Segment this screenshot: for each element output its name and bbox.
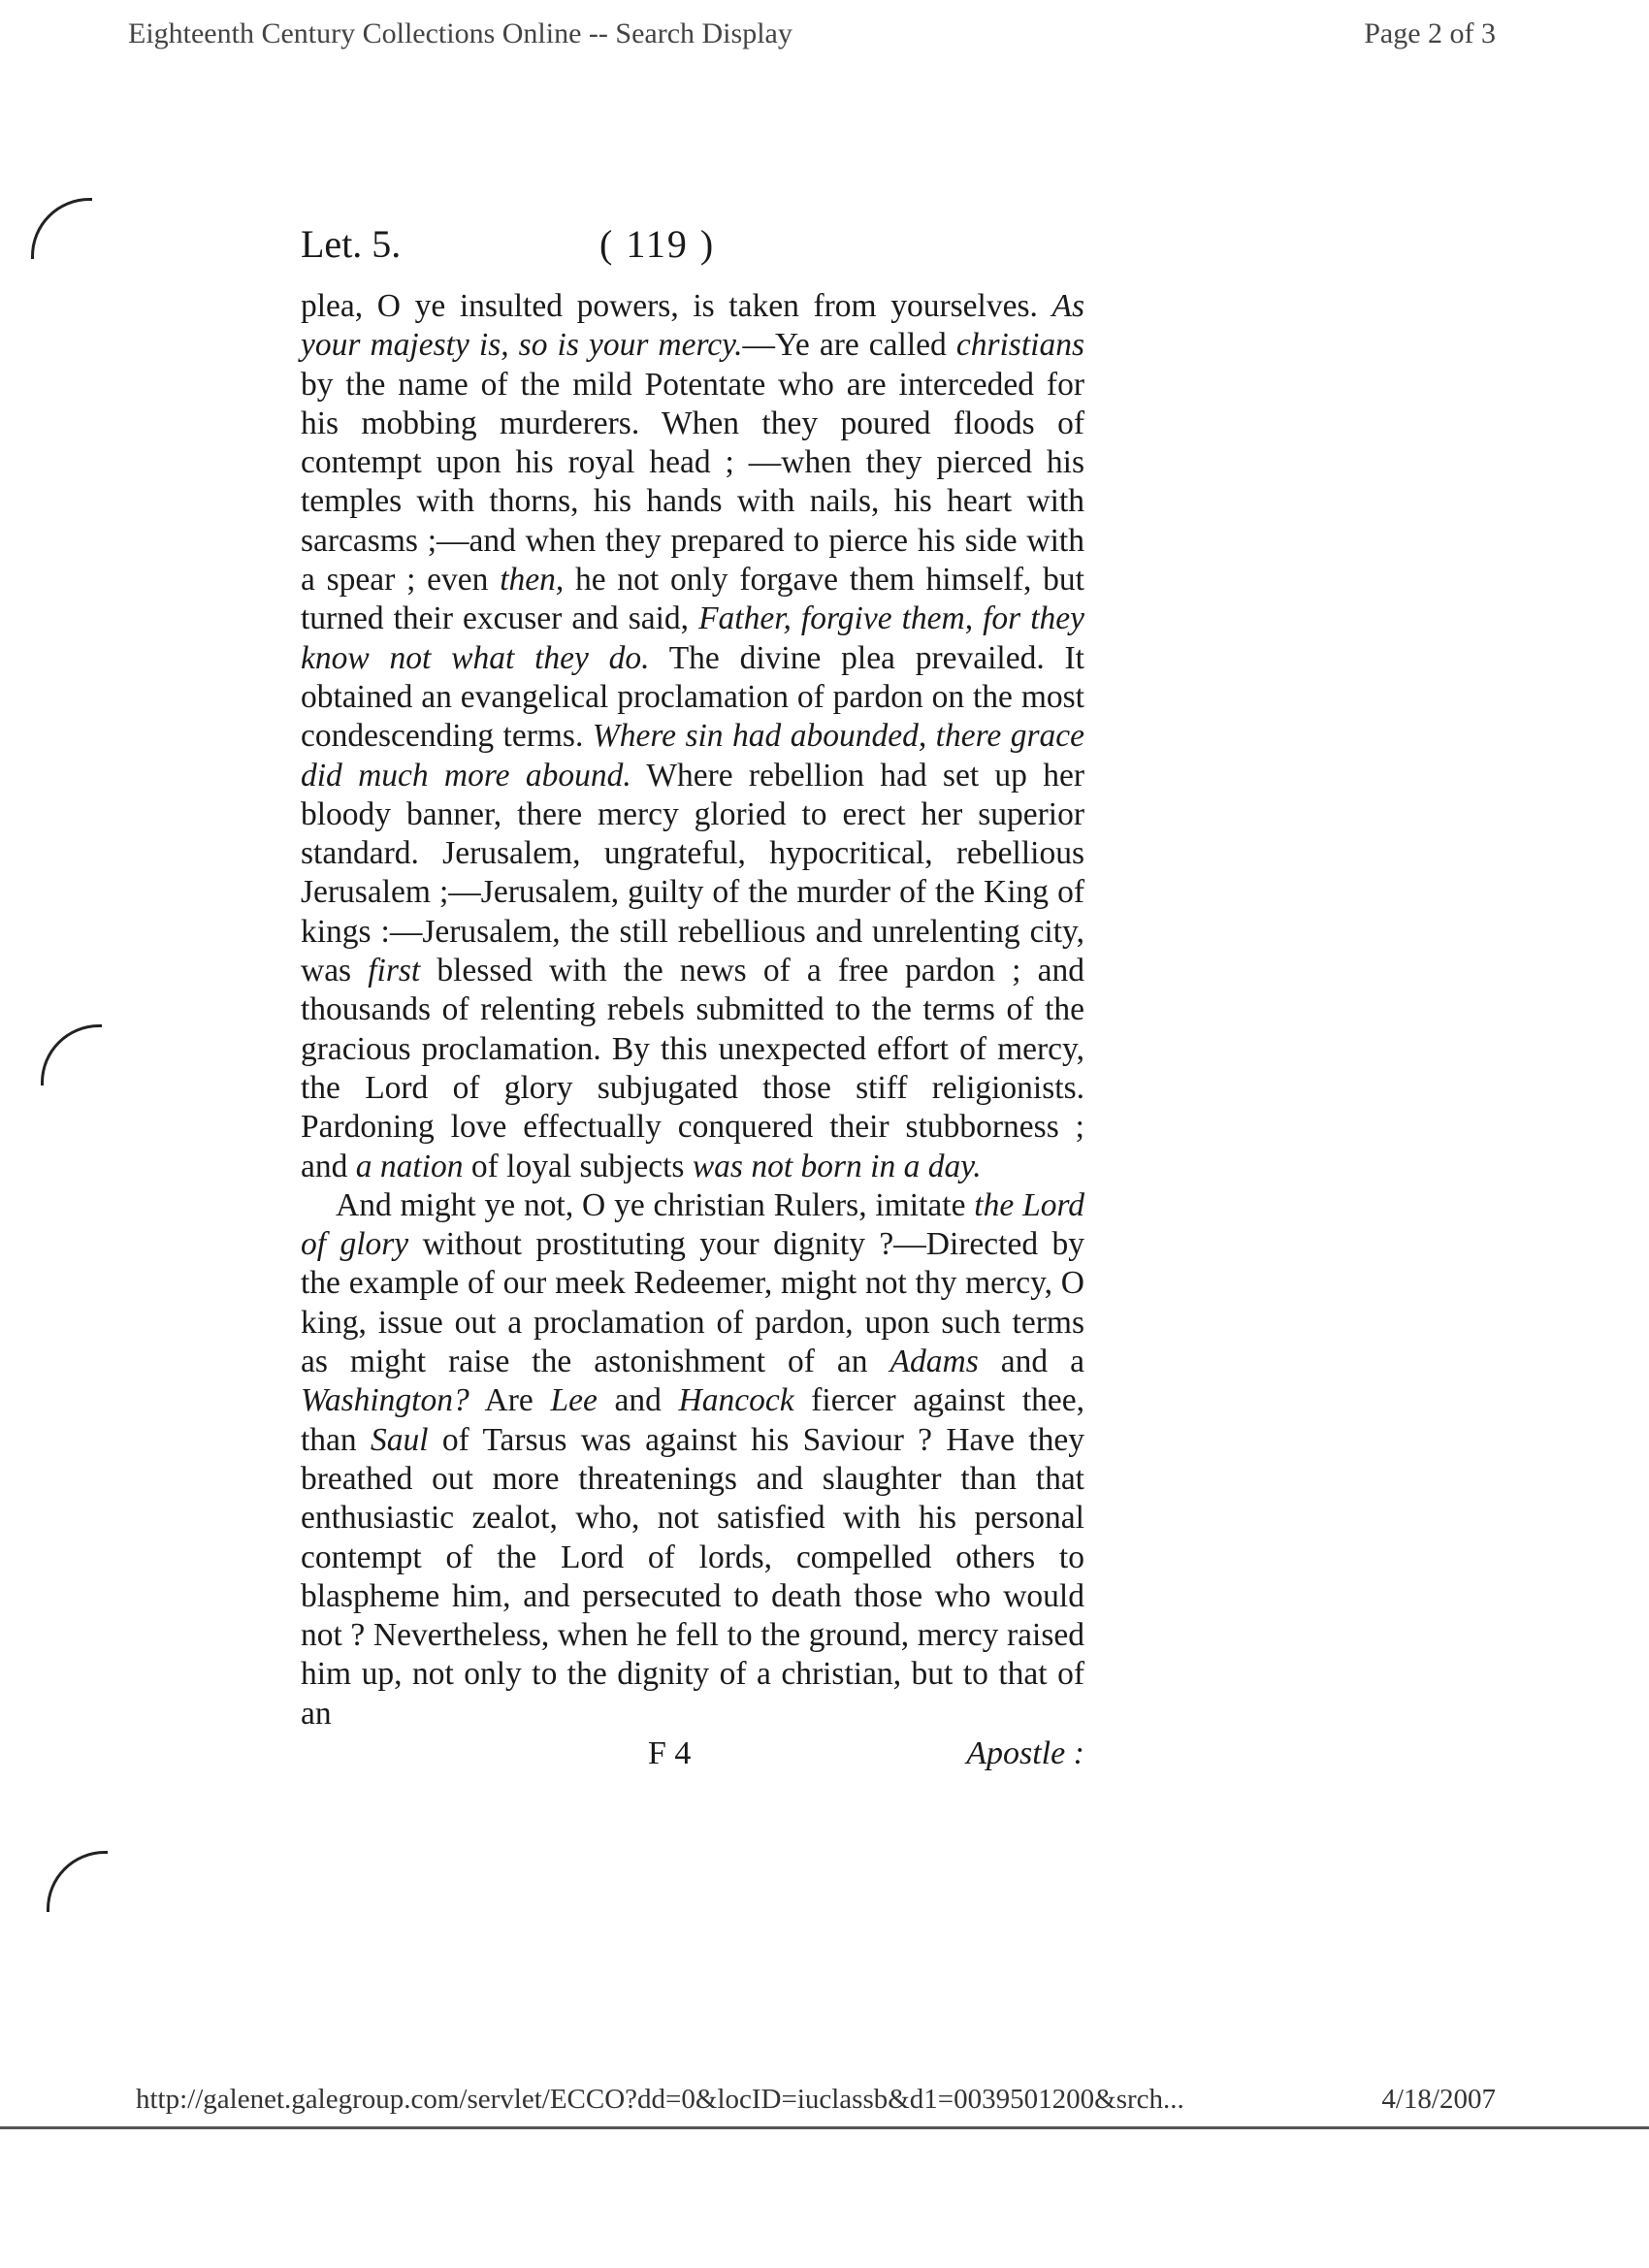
- text-run: of Tarsus was against his Saviour ? Have they breathed out more threatenings and slaughter than that enthusiastic zealot, who, not satisfied with his personal contempt of the Lord of lords, compelled others to blaspheme him, and persecuted to death those who would not ? Nevertheless, when he fell to the ground, mercy raised him up, not only to the dignity of a christian, but to that of an: [301, 1421, 1084, 1732]
- text-run: plea, O ye insulted powers, is taken from yourselves.: [301, 288, 1052, 324]
- text-run: by the name of the mild Potentate who are interceded for his mobbing murderers. When they poured floods of contempt upon his royal head ; —when they pierced his temples with thorns, his hands with nails, his heart with sarcasms ;—and when they prepared to pierce his side with a spear ; even: [301, 366, 1084, 599]
- italic-run: was not born in a day.: [692, 1148, 982, 1184]
- book-page: [301, 221, 1084, 1790]
- text-run: and a: [978, 1344, 1084, 1380]
- text-run: The divine plea prevailed. It obtained an evangelical proclamation of pardon on the most condescending terms.: [301, 639, 1084, 755]
- italic-run: Saul: [370, 1421, 429, 1458]
- paragraph-2: [301, 1186, 1084, 1733]
- text-run: and: [597, 1382, 679, 1419]
- letter-signature: Let. 5.: [301, 222, 402, 266]
- scan-corner-mark-top: [31, 198, 92, 259]
- page-foot: [301, 1735, 1084, 1790]
- italic-run: Father, forgive them, for they know not what they do.: [301, 600, 1084, 676]
- printer-signature-mark: F 4: [648, 1734, 692, 1771]
- italic-run: Lee: [550, 1382, 598, 1419]
- scan-corner-mark-bottom: [47, 1851, 108, 1912]
- text-run: Are: [469, 1382, 551, 1419]
- text-run: fiercer against thee, than: [301, 1382, 1085, 1458]
- italic-run: Hancock: [678, 1382, 794, 1419]
- text-run: of loyal subjects: [463, 1148, 693, 1184]
- print-footer: [136, 2084, 1496, 2122]
- text-run: —Ye are called: [742, 327, 956, 364]
- page-head: [301, 221, 1084, 281]
- print-date: 4/18/2007: [1381, 2084, 1496, 2115]
- print-header: [128, 17, 1496, 56]
- italic-run: Adams: [889, 1344, 979, 1380]
- page-number: ( 119 ): [599, 222, 716, 266]
- footer-divider: [0, 2126, 1649, 2129]
- italic-run: As your majesty is, so is your mercy.: [301, 288, 1084, 364]
- text-run: And might ye not, O ye christian Rulers, imitate: [336, 1186, 975, 1223]
- italic-run: then,: [500, 562, 565, 599]
- catchword: Apostle :: [966, 1734, 1084, 1771]
- italic-run: first: [368, 953, 421, 989]
- page-indicator: Page 2 of 3: [1364, 17, 1496, 49]
- source-url: http://galenet.galegroup.com/servlet/ECCO?dd=0&locID=iuclassb&d1=0039501200&srch...: [136, 2084, 1184, 2115]
- italic-run: Washington?: [301, 1382, 469, 1419]
- text-run: he not only forgave them himself, but turned their excuser and said,: [301, 562, 1084, 637]
- text-run: Where rebellion had set up her bloody banner, there mercy gloried to erect her superior standard. Jerusalem, ungrateful, hypocritical, rebellious Jerusalem ;—Jerusalem, guilty of the murder of the King of kings :—Jerusalem, the still rebellious and unrelenting city, was: [301, 757, 1084, 989]
- text-run: blessed with the news of a free pardon ; and thousands of relenting rebels submitted to the terms of the gracious proclamation. By this unexpected effort of mercy, the Lord of glory subjugated those stiff religionists. Pardoning love effectually conquered their stubborness ; and: [301, 953, 1084, 1184]
- italic-run: a nation: [355, 1148, 464, 1184]
- paragraph-1: [301, 287, 1084, 1186]
- body-text: [301, 287, 1084, 1733]
- italic-run: Where sin had abounded, there grace did much more abound.: [301, 718, 1084, 794]
- print-header-title: Eighteenth Century Collections Online -- Search Display: [128, 17, 792, 49]
- text-run: without prostituting your dignity ?—Directed by the example of our meek Redeemer, might not thy mercy, O king, issue out a proclamation of pardon, upon such terms as might raise the astonishment of an: [301, 1226, 1084, 1380]
- italic-run: christians: [955, 327, 1084, 364]
- italic-run: the Lord of glory: [301, 1186, 1084, 1263]
- scan-corner-mark-middle: [41, 1024, 102, 1085]
